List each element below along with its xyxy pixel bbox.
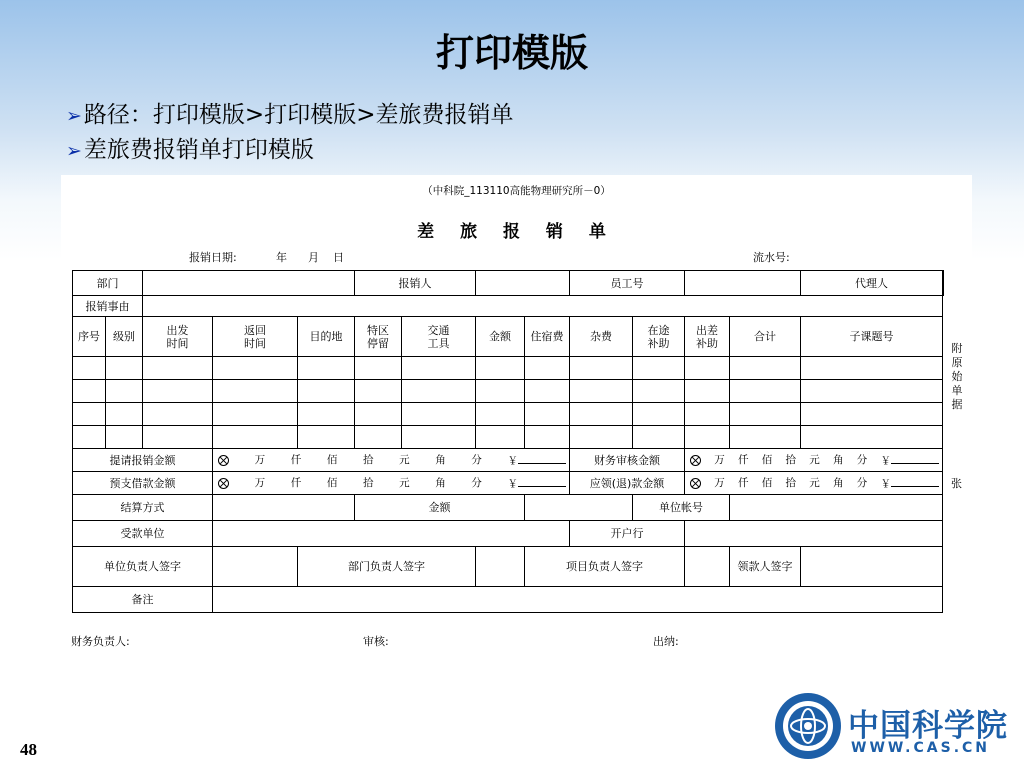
table-row bbox=[73, 380, 944, 403]
col-header: 级别 bbox=[106, 317, 143, 357]
audit-amount-label: 财务审核金额 bbox=[570, 449, 685, 472]
applicant-label: 报销人 bbox=[355, 271, 476, 296]
logo-url: WWW.CAS.CN bbox=[851, 740, 991, 756]
form-header-note: （中科院_113110高能物理研究所－0） bbox=[422, 185, 611, 197]
form-title: 差 旅 报 销 单 bbox=[417, 222, 616, 242]
bullet-text: 路径：打印模版>打印模版>差旅费报销单 bbox=[83, 102, 514, 128]
col-header: 出差 补助 bbox=[685, 317, 730, 357]
cross-circle-icon bbox=[218, 478, 229, 489]
unit-account-value bbox=[730, 495, 943, 521]
sign-dept-label: 部门负责人签字 bbox=[298, 547, 476, 587]
sign-receiver-value bbox=[801, 547, 943, 587]
expense-table bbox=[72, 270, 944, 613]
col-header: 金额 bbox=[476, 317, 525, 357]
applicant-value bbox=[476, 271, 570, 296]
year-label: 年 bbox=[276, 251, 287, 264]
footer-audit: 审核: bbox=[363, 635, 389, 648]
remark-value bbox=[213, 587, 943, 613]
payee-unit-label: 受款单位 bbox=[73, 521, 213, 547]
day-label: 日 bbox=[333, 251, 344, 264]
advance-amount-value: 万 仟 佰 拾 元 角 分 ￥ bbox=[213, 472, 570, 495]
cross-circle-icon bbox=[690, 455, 701, 466]
refund-amount-label: 应领(退)款金额 bbox=[570, 472, 685, 495]
employee-id-label: 员工号 bbox=[570, 271, 685, 296]
bank-value bbox=[685, 521, 943, 547]
bank-label: 开户行 bbox=[570, 521, 685, 547]
arrow-bullet-icon: ➢ bbox=[66, 140, 82, 162]
bullet-path bbox=[66, 96, 513, 129]
audit-amount-value: 万 仟 佰 拾 元 角 分 ￥ bbox=[685, 449, 943, 472]
table-row bbox=[73, 357, 944, 380]
remark-label: 备注 bbox=[73, 587, 213, 613]
side-note: 附原始单据 bbox=[951, 342, 963, 411]
footer-cashier: 出纳: bbox=[653, 635, 679, 648]
month-label: 月 bbox=[308, 251, 319, 264]
col-header: 住宿费 bbox=[525, 317, 570, 357]
slide-title: 打印模版 bbox=[435, 31, 588, 75]
sign-dept-value bbox=[476, 547, 525, 587]
agent-value bbox=[943, 271, 944, 296]
request-amount-label: 提请报销金额 bbox=[73, 449, 213, 472]
col-header: 交通 工具 bbox=[402, 317, 476, 357]
page-number: 48 bbox=[20, 740, 37, 759]
unit-account-label: 单位帐号 bbox=[633, 495, 730, 521]
sign-project-label: 项目负责人签字 bbox=[525, 547, 685, 587]
date-label: 报销日期: bbox=[189, 251, 237, 264]
col-header: 目的地 bbox=[298, 317, 355, 357]
refund-amount-value: 万 仟 佰 拾 元 角 分 ￥ bbox=[685, 472, 943, 495]
settle-method-value bbox=[213, 495, 355, 521]
side-zhang: 张 bbox=[951, 477, 962, 490]
col-header: 合计 bbox=[730, 317, 801, 357]
col-header: 在途 补助 bbox=[633, 317, 685, 357]
col-header: 出发 时间 bbox=[143, 317, 213, 357]
arrow-bullet-icon: ➢ bbox=[66, 105, 82, 127]
sign-receiver-label: 领款人签字 bbox=[730, 547, 801, 587]
col-header: 序号 bbox=[73, 317, 106, 357]
advance-amount-label: 预支借款金额 bbox=[73, 472, 213, 495]
col-header: 特区 停留 bbox=[355, 317, 402, 357]
settle-amount-value bbox=[525, 495, 633, 521]
column-header-row bbox=[73, 317, 944, 357]
col-header: 返回 时间 bbox=[213, 317, 298, 357]
employee-id-value bbox=[685, 271, 801, 296]
serial-label: 流水号: bbox=[753, 251, 790, 264]
sign-project-value bbox=[685, 547, 730, 587]
reason-label: 报销事由 bbox=[73, 296, 143, 317]
payee-unit-value bbox=[213, 521, 570, 547]
bullet-template bbox=[66, 131, 314, 164]
settle-method-label: 结算方式 bbox=[73, 495, 213, 521]
table-row bbox=[73, 426, 944, 449]
footer-finance: 财务负责人: bbox=[71, 635, 130, 648]
logo-name: 中国科学院 bbox=[848, 708, 1008, 744]
bullet-text: 差旅费报销单打印模版 bbox=[83, 137, 314, 163]
cross-circle-icon bbox=[690, 478, 701, 489]
expense-form-preview bbox=[61, 175, 972, 655]
agent-label: 代理人 bbox=[801, 271, 943, 296]
sign-unit-value bbox=[213, 547, 298, 587]
col-header: 杂费 bbox=[570, 317, 633, 357]
reason-value bbox=[143, 296, 943, 317]
dept-label: 部门 bbox=[73, 271, 143, 296]
cross-circle-icon bbox=[218, 455, 229, 466]
settle-amount-label: 金额 bbox=[355, 495, 525, 521]
sign-unit-label: 单位负责人签字 bbox=[73, 547, 213, 587]
request-amount-value: 万 仟 佰 拾 元 角 分 ￥ bbox=[213, 449, 570, 472]
table-row bbox=[73, 403, 944, 426]
dept-value bbox=[143, 271, 355, 296]
col-header: 子课题号 bbox=[801, 317, 943, 357]
